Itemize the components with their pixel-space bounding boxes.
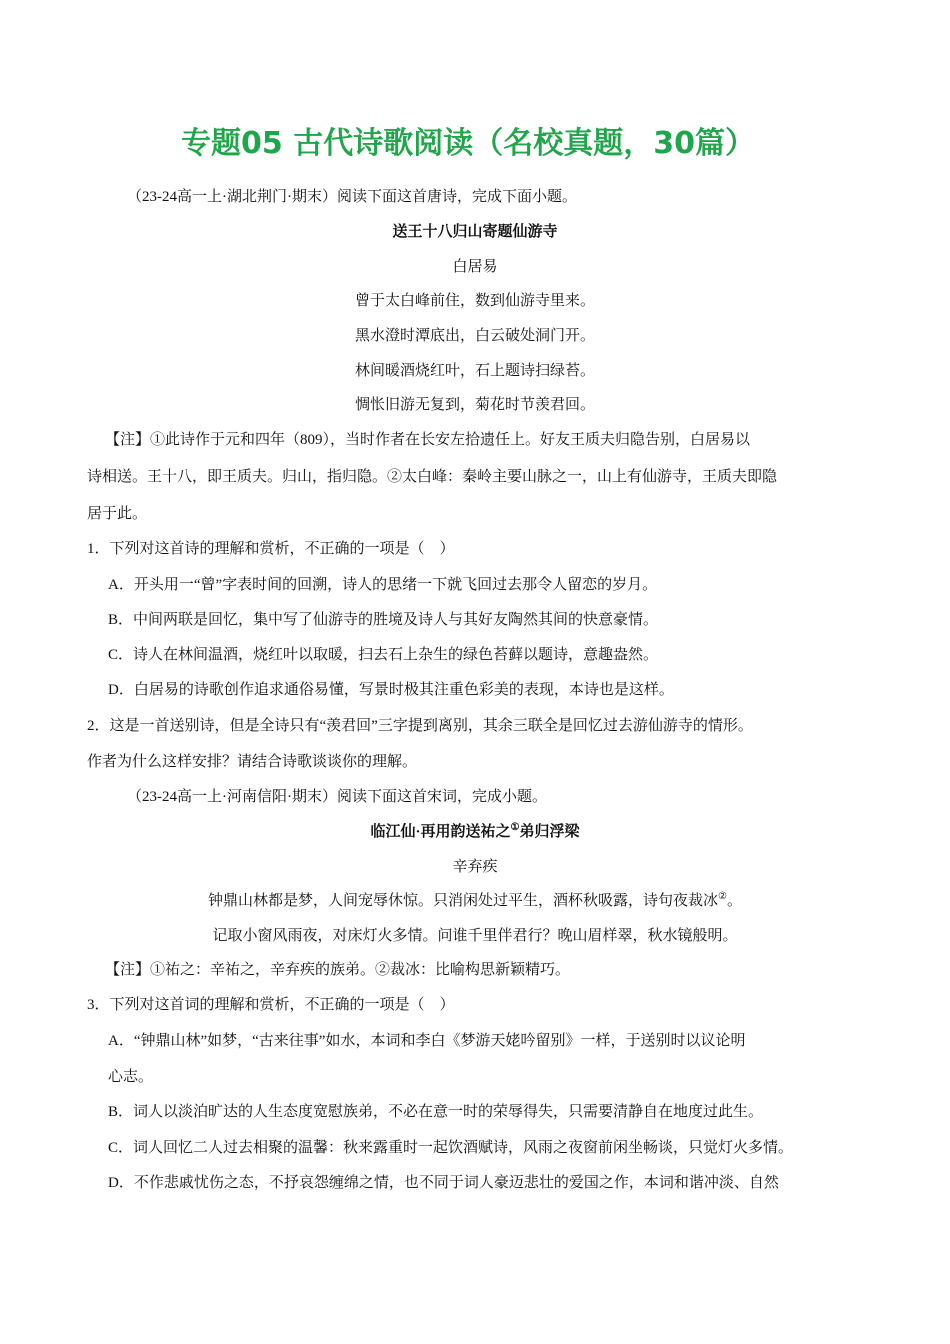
poem2-note: 【注】①祐之：辛祐之，辛弃疾的族弟。②裁冰：比喻构思新颖精巧。 <box>105 962 571 978</box>
poem1-note: 居于此。 <box>87 506 148 522</box>
poem2-title-end: 弟归浮梁 <box>519 824 580 840</box>
q3-option-b: B．词人以淡泊旷达的人生态度宽慰族弟，不必在意一时的荣辱得失，只需要清静自在地度过此生。 <box>108 1104 764 1120</box>
footnote-mark: ② <box>718 891 727 902</box>
poem1-line: 惆怅旧游无复到，菊花时节羡君回。 <box>354 397 595 413</box>
question-3: 3．下列对这首词的理解和赏析，不正确的一项是（ ） <box>87 997 455 1013</box>
poem1-line: 曾于太白峰前住，数到仙游寺里来。 <box>354 293 595 309</box>
q3-option-a: A．“钟鼎山林”如梦，“古来往事”如水，本词和李白《梦游天姥吟留别》一样，于送别时以议论明 <box>108 1033 746 1049</box>
poem2-author: 辛弃疾 <box>452 859 498 875</box>
poem1-line: 黑水澄时潭底出，白云破处洞门开。 <box>354 328 595 344</box>
q3-option-d: D．不作悲戚忧伤之态，不抒哀怨缠绵之情，也不同于词人豪迈悲壮的爱国之作，本词和谐冲淡、自然 <box>108 1175 779 1191</box>
question-2: 2．这是一首送别诗，但是全诗只有“羡君回”三字提到离别，其余三联全是回忆过去游仙游寺的情形。 <box>87 718 753 734</box>
section2-source: （23-24高一上·河南信阳·期末）阅读下面这首宋词，完成小题。 <box>127 789 547 805</box>
poem1-note: 【注】①此诗作于元和四年（809），当时作者在长安左拾遗任上。好友王质夫归隐告别，白居易以 <box>105 432 751 448</box>
q1-option-b: B．中间两联是回忆，集中写了仙游寺的胜境及诗人与其好友陶然其间的快意豪情。 <box>108 612 659 628</box>
section1-source: （23-24高一上·湖北荆门·期末）阅读下面这首唐诗，完成下面小题。 <box>127 189 577 205</box>
poem2-line-text: 钟鼎山林都是梦，人间宠辱休惊。只消闲处过平生，酒杯秋吸露，诗句夜裁冰 <box>208 893 719 909</box>
poem1-author: 白居易 <box>452 259 498 275</box>
q1-option-a: A．开头用一“曾”字表时间的回溯，诗人的思绪一下就飞回过去那令人留恋的岁月。 <box>108 577 658 593</box>
poem1-line: 林间暖酒烧红叶，石上题诗扫绿苔。 <box>354 363 595 379</box>
q3-option-c: C．词人回忆二人过去相聚的温馨：秋来露重时一起饮酒赋诗，风雨之夜窗前闲坐畅谈，只觉灯火多情。 <box>108 1140 794 1156</box>
poem2-line <box>0 891 950 911</box>
poem2-title-main: 临江仙·再用韵送祐之 <box>370 824 511 840</box>
q1-option-c: C．诗人在林间温酒，烧红叶以取暖，扫去石上杂生的绿色苔藓以题诗，意趣盎然。 <box>108 647 659 663</box>
q3-option-a-cont: 心志。 <box>108 1069 154 1085</box>
poem2-line-end: 。 <box>726 893 742 909</box>
poem1-title: 送王十八归山寄题仙游寺 <box>392 224 558 240</box>
poem1-note: 诗相送。王十八，即王质夫。归山，指归隐。②太白峰：秦岭主要山脉之一，山上有仙游寺，王质夫即隐 <box>87 469 778 485</box>
poem2-line: 记取小窗风雨夜，对床灯火多情。问谁千里伴君行？晚山眉样翠，秋水镜般明。 <box>212 928 738 944</box>
poem2-title <box>0 822 950 842</box>
question-2-cont: 作者为什么这样安排？请结合诗歌谈谈你的理解。 <box>87 754 418 770</box>
q1-option-d: D．白居易的诗歌创作追求通俗易懂，写景时极其注重色彩美的表现，本诗也是这样。 <box>108 682 674 698</box>
question-1: 1．下列对这首诗的理解和赏析，不正确的一项是（ ） <box>87 541 455 557</box>
footnote-mark: ① <box>510 822 520 833</box>
page-title: 专题05 古代诗歌阅读（名校真题，30篇） <box>181 126 755 161</box>
